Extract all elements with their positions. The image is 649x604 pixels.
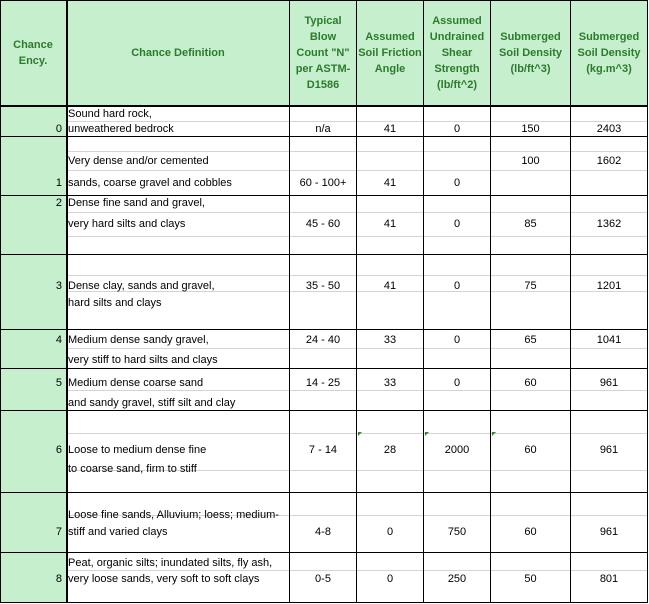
row-1-shear: 0 (453, 177, 461, 189)
row-0-density-kg: 2403 (596, 123, 622, 135)
row-2-ency: 2 (55, 197, 62, 209)
row-4-shear: 0 (453, 334, 461, 346)
row-8-ency: 8 (55, 573, 62, 585)
row-5-density-kg: 961 (599, 377, 619, 389)
row-3-ency: 3 (55, 280, 62, 292)
row-7-density-kg: 961 (599, 526, 619, 538)
row-5-def-line2: and sandy gravel, stiff silt and clay (68, 397, 236, 409)
row-6-density-kg: 961 (599, 444, 619, 456)
row-5-def-line1: Medium dense coarse sand (68, 377, 204, 389)
row-4-ency: 4 (55, 334, 62, 346)
row-5-shear: 0 (453, 377, 461, 389)
row-4-density-lb: 65 (524, 334, 537, 346)
row-2-shear: 0 (453, 218, 461, 230)
row-8-density-kg: 801 (599, 573, 619, 585)
row-7-blow: 4-8 (315, 526, 331, 538)
row-6-blow: 7 - 14 (308, 444, 338, 456)
row-2-friction: 41 (383, 218, 397, 230)
row-7-shear: 750 (447, 526, 467, 538)
row-0-density-lb: 150 (521, 123, 540, 135)
header-blow-count: Typical Blow Count "N" per ASTM- D1586 (290, 0, 356, 106)
row-2-density-lb: 85 (524, 218, 537, 230)
row-3-blow: 35 - 50 (305, 280, 341, 292)
row-1-ency: 1 (55, 177, 62, 189)
row-8-def-line1: Peat, organic silts; inundated silts, fly ash, (68, 557, 273, 569)
row-6-density-lb: 60 (524, 444, 537, 456)
header-friction-angle: Assumed Soil Friction Angle (357, 0, 423, 106)
row-1-def-line2: sands, coarse gravel and cobbles (68, 177, 232, 189)
row-5-density-lb: 60 (524, 377, 537, 389)
header-shear-strength: Assumed Undrained Shear Strength (lb/ft^2) (424, 0, 490, 106)
row-0-ency: 0 (55, 123, 62, 135)
row-5-ency: 5 (55, 377, 62, 389)
row-4-density-kg: 1041 (596, 334, 622, 346)
row-6-shear: 2000 (444, 444, 470, 456)
cell-indicator (425, 432, 429, 436)
row-3-def-line1: Dense clay, sands and gravel, (68, 280, 215, 292)
row-7-density-lb: 60 (524, 526, 537, 538)
row-7-def-line2: stiff and varied clays (68, 526, 168, 538)
row-6-def-line1: Loose to medium dense fine (68, 444, 207, 456)
row-8-density-lb: 50 (524, 573, 537, 585)
row-0-def-line2: unweathered bedrock (68, 123, 174, 135)
cell-indicator (358, 432, 362, 436)
row-8-friction: 0 (386, 573, 394, 585)
row-2-def-line1: Dense fine sand and gravel, (68, 197, 205, 209)
row-4-blow: 24 - 40 (305, 334, 341, 346)
header-density-lb: Submerged Soil Density (lb/ft^3) (491, 0, 570, 106)
row-5-friction: 33 (383, 377, 397, 389)
row-3-density-kg: 1201 (596, 280, 622, 292)
row-6-friction: 28 (383, 444, 397, 456)
row-0-def-line1: Sound hard rock, (68, 108, 152, 120)
row-3-def-line2: hard silts and clays (68, 297, 162, 309)
row-3-density-lb: 75 (524, 280, 537, 292)
row-2-def-line2: very hard silts and clays (68, 218, 186, 230)
row-1-def-line1: Very dense and/or cemented (68, 155, 209, 167)
header-chance-ency: Chance Ency. (0, 0, 66, 106)
row-1-density-kg: 1602 (596, 155, 622, 167)
row-1-friction: 41 (383, 177, 397, 189)
row-0-blow: n/a (315, 123, 331, 135)
row-3-shear: 0 (453, 280, 461, 292)
row-1-density-lb: 100 (521, 155, 540, 167)
row-4-def-line1: Medium dense sandy gravel, (68, 334, 209, 346)
header-density-kg: Submerged Soil Density (kg.m^3) (571, 0, 647, 106)
row-6-ency: 6 (55, 444, 62, 456)
row-0-friction: 41 (383, 123, 397, 135)
row-6-def-line2: to coarse sand, firm to stiff (68, 463, 197, 475)
row-0-shear: 0 (453, 123, 461, 135)
row-4-friction: 33 (383, 334, 397, 346)
row-8-shear: 250 (447, 573, 467, 585)
row-2-blow: 45 - 60 (305, 218, 341, 230)
row-7-ency: 7 (55, 526, 62, 538)
row-7-friction: 0 (386, 526, 394, 538)
row-8-def-line2: very loose sands, very soft to soft clays (68, 573, 260, 585)
row-8-blow: 0-5 (315, 573, 331, 585)
row-4-def-line2: very stiff to hard silts and clays (68, 354, 218, 366)
row-5-blow: 14 - 25 (305, 377, 341, 389)
row-2-density-kg: 1362 (596, 218, 622, 230)
cell-indicator (492, 432, 496, 436)
row-3-friction: 41 (383, 280, 397, 292)
row-7-def-line1: Loose fine sands, Alluvium; loess; medium- (68, 509, 279, 521)
row-1-blow: 60 - 100+ (299, 177, 347, 189)
header-chance-definition: Chance Definition (67, 0, 289, 106)
